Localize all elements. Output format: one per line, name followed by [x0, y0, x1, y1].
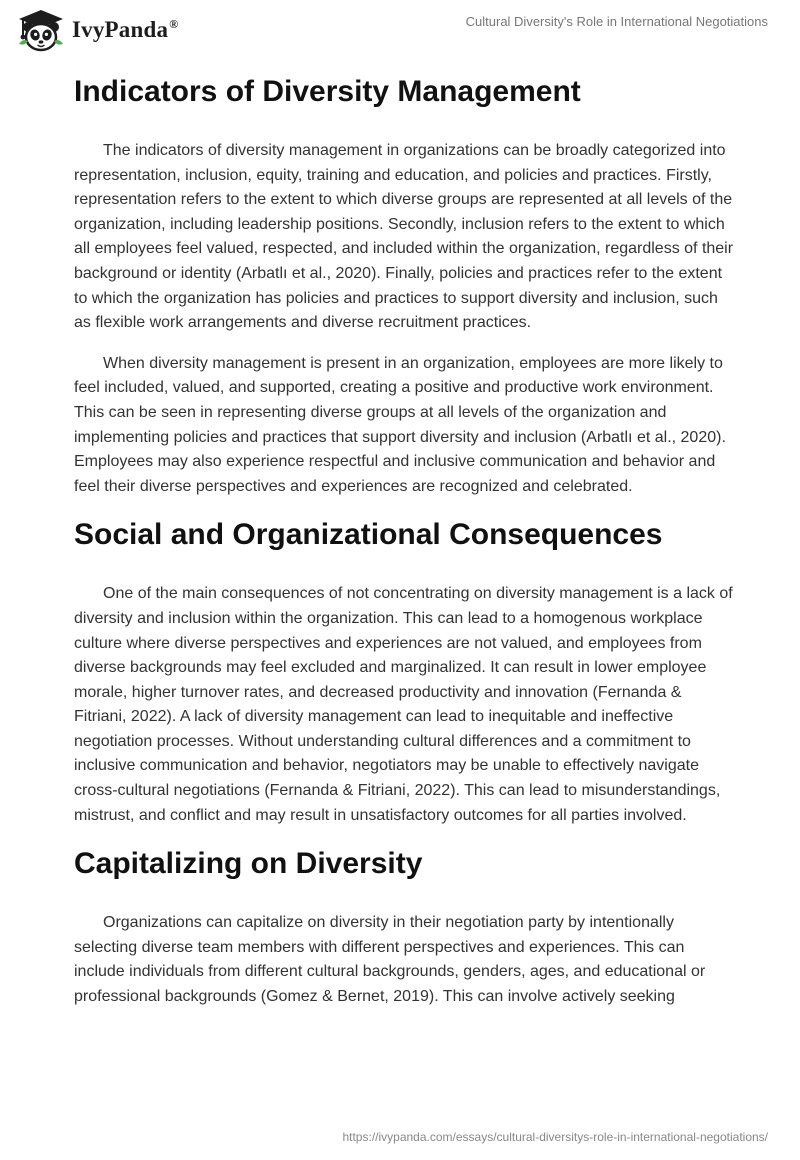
source-url-link[interactable]: https://ivypanda.com/essays/cultural-diversitys-role-in-international-negotiations/: [342, 1130, 768, 1144]
section-capitalizing: [74, 844, 734, 1009]
section-heading: Capitalizing on Diversity: [74, 847, 423, 881]
panda-graduate-icon: [16, 8, 66, 52]
logo-wordmark: IvyPanda®: [72, 17, 179, 42]
paragraph: Organizations can capitalize on diversity in their negotiation party by intentionally selecting diverse team members with different perspectives and experiences. This can include individuals from different cultural backgrounds, genders, ages, and educational or professional backgrounds (Gomez & Bernet, 2019). This can involve actively seeking: [74, 914, 706, 1006]
essay-content: [74, 72, 734, 1010]
registered-mark: ®: [169, 17, 179, 32]
paragraph: The indicators of diversity management in organizations can be broadly categorized into representation, inclusion, equity, training and education, and policies and practices. Firstly, representation refers to the extent to which diverse groups are represented at all levels of the organization, including leadership positions. Secondly, inclusion refers to the extent to which all employees feel valued, respected, and included within the organization, regardless of their background or identity (Arbatlı et al., 2020). Finally, policies and practices refer to the extent to which the organization has policies and practices to support diversity and inclusion, such as flexible work arrangements and diverse recruitment practices.: [74, 142, 734, 332]
page-header: [0, 0, 800, 70]
section-heading: Indicators of Diversity Management: [74, 75, 581, 108]
section-indicators: [74, 72, 734, 499]
section-consequences: [74, 515, 734, 828]
running-title: Cultural Diversity's Role in International Negotiations: [465, 14, 768, 29]
section-heading: Social and Organizational Consequences: [74, 518, 663, 552]
paragraph: One of the main consequences of not concentrating on diversity management is a lack of diversity and inclusion within the organization. This can lead to a homogenous workplace culture where diverse perspectives and experiences are not valued, and employees from diverse backgrounds may feel excluded and marginalized. It can result in lower employee morale, higher turnover rates, and decreased productivity and innovation (Fernanda & Fitriani, 2022). A lack of diversity management can lead to inequitable and ineffective negotiation processes. Without understanding cultural differences and a commitment to inclusive communication and behavior, negotiators may be unable to effectively navigate cross-cultural negotiations (Fernanda & Fitriani, 2022). This can lead to misunderstandings, mistrust, and conflict and may result in unsatisfactory outcomes for all parties involved.: [74, 585, 733, 824]
ivypanda-logo[interactable]: [16, 8, 178, 52]
paragraph: When diversity management is present in an organization, employees are more likely to feel included, valued, and supported, creating a positive and productive work environment. This can be seen in representing diverse groups at all levels of the organization and implementing policies and practices that support diversity and inclusion (Arbatlı et al., 2020). Employees may also experience respectful and inclusive communication and behavior and feel their diverse perspectives and experiences are recognized and celebrated.: [74, 354, 726, 495]
